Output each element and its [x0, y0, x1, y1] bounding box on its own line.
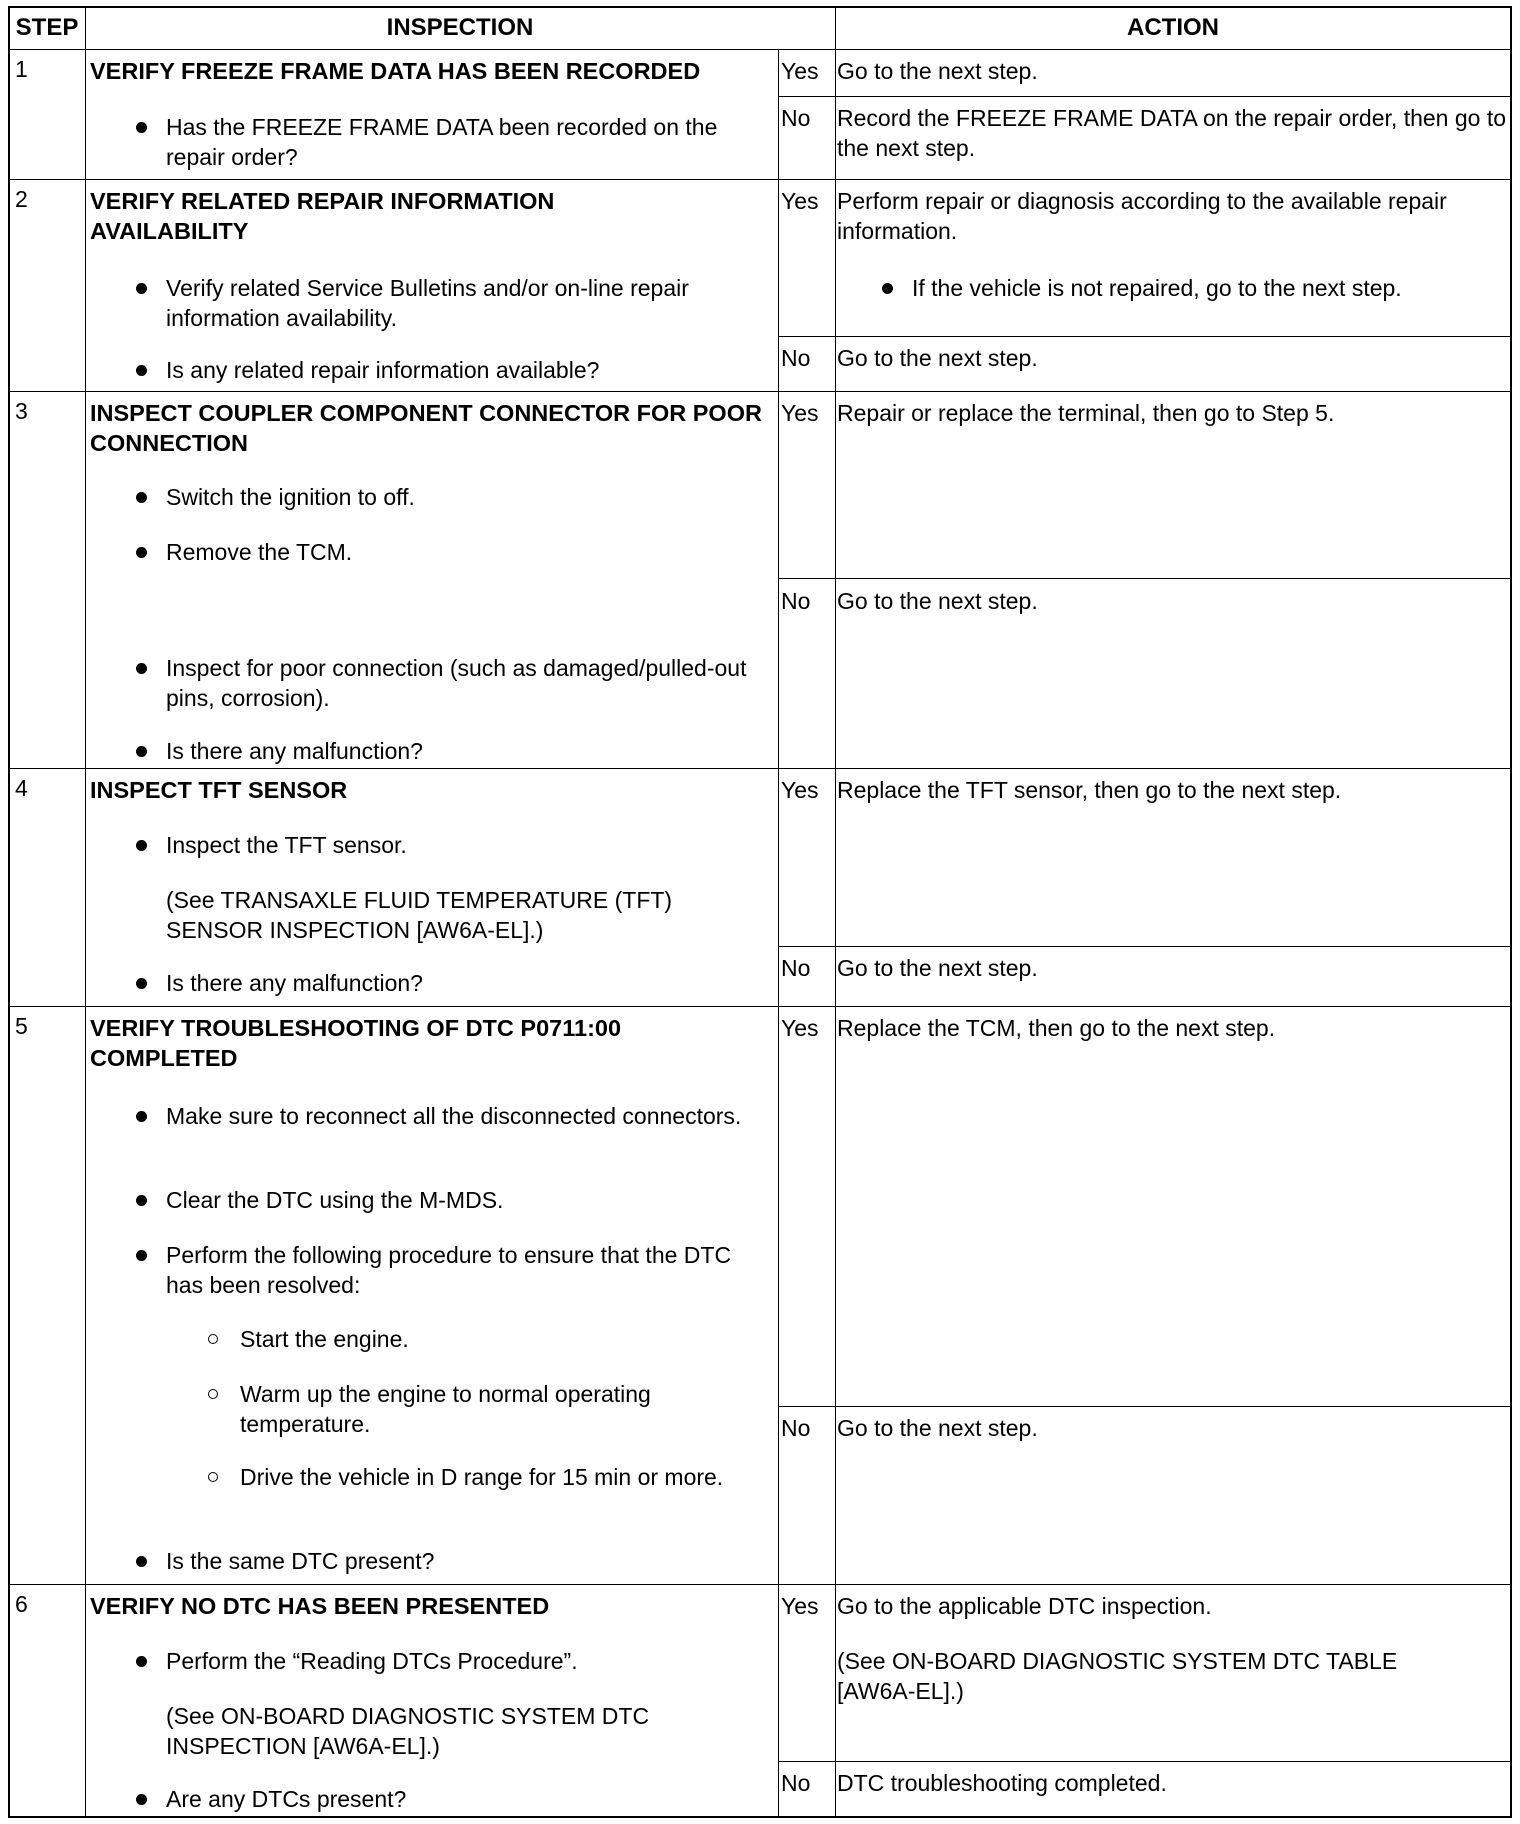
yes-label: Yes — [781, 188, 819, 214]
inspection-item: Clear the DTC using the M-MDS. — [166, 1185, 766, 1215]
divider-step-col — [85, 8, 86, 1816]
inspection-note: (See ON-BOARD DIAGNOSTIC SYSTEM DTC INSPECTION [AW6A-EL].) — [166, 1703, 650, 1759]
step-number: 6 — [15, 1591, 28, 1617]
yesno-divider-1 — [778, 96, 1510, 97]
inspection-item: Switch the ignition to off. — [166, 482, 766, 512]
inspection-item: Inspect for poor connection (such as damaged/pulled-out pins, corrosion). — [166, 653, 766, 713]
inspection-item: Perform the following procedure to ensure that the DTC has been resolved: — [166, 1240, 766, 1300]
yes-label: Yes — [781, 1015, 819, 1041]
no-action: Record the FREEZE FRAME DATA on the repair order, then go to the next step. — [837, 105, 1506, 161]
inspection-note: (See TRANSAXLE FLUID TEMPERATURE (TFT) SENSOR INSPECTION [AW6A-EL].) — [166, 887, 673, 943]
row-divider-1 — [10, 391, 1510, 392]
inspection-item: Is any related repair information available? — [166, 355, 766, 385]
step-title: INSPECT TFT SENSOR — [90, 777, 348, 803]
yesno-divider-4 — [778, 946, 1510, 947]
yes-label: Yes — [781, 1593, 819, 1619]
yes-label: Yes — [781, 400, 819, 426]
no-action: DTC troubleshooting completed. — [837, 1770, 1167, 1796]
inspection-item: Is there any malfunction? — [166, 736, 766, 766]
step-title: VERIFY FREEZE FRAME DATA HAS BEEN RECORDED — [90, 58, 701, 84]
yes-action: Repair or replace the terminal, then go to Step 5. — [837, 400, 1335, 426]
step-title: VERIFY RELATED REPAIR INFORMATION AVAILABILITY — [90, 188, 555, 244]
inspection-item: Has the FREEZE FRAME DATA been recorded on the repair order? — [166, 112, 766, 172]
table-header-row — [10, 8, 1510, 50]
yes-action: Replace the TCM, then go to the next step. — [837, 1015, 1276, 1041]
inspection-item: Are any DTCs present? — [166, 1784, 766, 1814]
inspection-item: Perform the “Reading DTCs Procedure”. — [166, 1646, 766, 1676]
step-title: VERIFY TROUBLESHOOTING OF DTC P0711:00 COMPLETED — [90, 1015, 622, 1071]
row-divider-3 — [10, 1006, 1510, 1007]
no-label: No — [781, 1415, 811, 1441]
inspection-subitem: Warm up the engine to normal operating temperature. — [240, 1379, 760, 1439]
yes-action: Replace the TFT sensor, then go to the next step. — [837, 777, 1342, 803]
inspection-subitem: Drive the vehicle in D range for 15 min or more. — [240, 1462, 760, 1492]
no-label: No — [781, 105, 811, 131]
row-divider-2 — [10, 768, 1510, 769]
inspection-item: Verify related Service Bulletins and/or on-line repair information availability. — [166, 273, 766, 333]
header-inspection: INSPECTION — [386, 14, 534, 41]
yes-action: Go to the applicable DTC inspection. — [837, 1593, 1212, 1619]
divider-action-col — [835, 8, 836, 1816]
inspection-item: Is the same DTC present? — [166, 1546, 766, 1576]
yes-label: Yes — [781, 777, 819, 803]
no-label: No — [781, 345, 811, 371]
step-number: 5 — [15, 1013, 28, 1039]
yesno-divider-6 — [778, 1761, 1510, 1762]
step-title: INSPECT COUPLER COMPONENT CONNECTOR FOR POOR CONNECTION — [90, 400, 762, 456]
header-action: ACTION — [1127, 14, 1219, 41]
inspection-subitem: Start the engine. — [240, 1324, 760, 1354]
step-number: 4 — [15, 775, 28, 801]
no-action: Go to the next step. — [837, 345, 1038, 371]
no-action: Go to the next step. — [837, 1415, 1038, 1441]
step-number: 1 — [15, 56, 28, 82]
row-divider-4 — [10, 1584, 1510, 1585]
step-number: 3 — [15, 398, 28, 424]
no-label: No — [781, 1770, 811, 1796]
row-divider-0 — [10, 179, 1510, 180]
inspection-item: Remove the TCM. — [166, 537, 766, 567]
yes-action: Go to the next step. — [837, 58, 1038, 84]
yes-label: Yes — [781, 58, 819, 84]
inspection-item: Inspect the TFT sensor. — [166, 830, 766, 860]
yes-action: Perform repair or diagnosis according to the available repair information. — [837, 188, 1447, 244]
no-label: No — [781, 955, 811, 981]
troubleshooting-table — [8, 6, 1512, 1818]
yesno-divider-5 — [778, 1406, 1510, 1407]
yes-action-note: (See ON-BOARD DIAGNOSTIC SYSTEM DTC TABLE [AW6A-EL].) — [837, 1648, 1398, 1704]
no-action: Go to the next step. — [837, 955, 1038, 981]
yesno-divider-2 — [778, 336, 1510, 337]
inspection-item: Make sure to reconnect all the disconnected connectors. — [166, 1101, 766, 1131]
yesno-divider-3 — [778, 578, 1510, 579]
step-number: 2 — [15, 186, 28, 212]
inspection-item: Is there any malfunction? — [166, 968, 766, 998]
divider-yesno-col — [778, 50, 779, 1816]
no-label: No — [781, 588, 811, 614]
header-step: STEP — [15, 14, 79, 41]
yes-action-bullet: If the vehicle is not repaired, go to the next step. — [912, 273, 1512, 303]
step-title: VERIFY NO DTC HAS BEEN PRESENTED — [90, 1593, 550, 1619]
no-action: Go to the next step. — [837, 588, 1038, 614]
